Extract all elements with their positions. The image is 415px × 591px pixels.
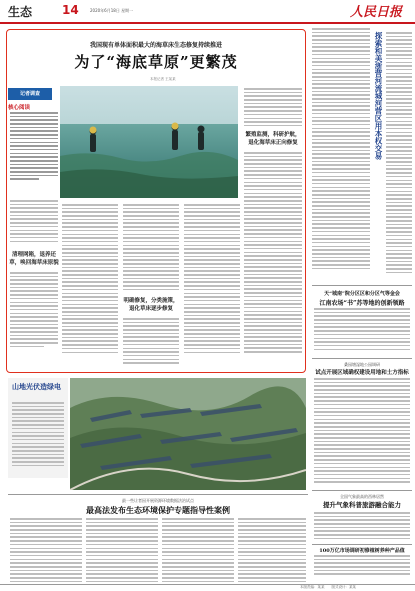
story3-kicker: 桑园塘湿地公园调研 bbox=[344, 362, 380, 367]
story4-kicker: 全国气象最高的西林居然 bbox=[340, 494, 384, 499]
solar-mountain-photo bbox=[70, 378, 306, 490]
photo-story-title: 山地光伏造绿电 bbox=[12, 382, 61, 391]
subheading-3: 繁殖监测，科研护航，退化海草床正向修复 bbox=[245, 132, 301, 146]
editor-credit: 本版责编：某某 版式设计：某某 bbox=[300, 585, 356, 589]
divider bbox=[8, 494, 308, 495]
body-col-3 bbox=[184, 204, 240, 355]
body-col-4a bbox=[244, 88, 302, 129]
legal-text-col-1 bbox=[10, 518, 82, 584]
subheading-1: 清理网箱，退养还草，唤回海草床原貌 bbox=[9, 252, 59, 266]
vertical-headline: 探索和美浙营河流城河营区用本权交易 bbox=[374, 32, 383, 160]
section-name: 生态 bbox=[8, 5, 33, 19]
core-reading-label: 核心阅读 bbox=[8, 105, 31, 111]
story4-text bbox=[314, 512, 410, 542]
story3-title: 试点开展区域确权建设用地和土方指标 bbox=[315, 370, 409, 376]
story2-title: 天“城南”院分区区和分区气等金会 bbox=[324, 291, 400, 297]
story4-title: 提升气象科普旅游融合能力 bbox=[323, 501, 401, 509]
legal-text-col-2 bbox=[86, 518, 158, 584]
lead-byline: 本报记者 王某某 bbox=[150, 77, 176, 81]
story5-title: 100万亿市场调研初修植树养种产品值 bbox=[319, 548, 405, 554]
issue-date: 2020年6月18日 星期一 bbox=[90, 8, 134, 13]
page-number: 14 bbox=[62, 3, 79, 17]
body-col-4b bbox=[244, 152, 302, 355]
photo-story-text bbox=[12, 402, 64, 468]
body-col-2c bbox=[123, 318, 179, 366]
lead-headline: 为了“海底草原”更繁茂 bbox=[74, 53, 238, 71]
legal-story-title: 最高法发布生态环境保护专题指导性案例 bbox=[86, 505, 230, 515]
legal-text-col-4 bbox=[238, 518, 306, 584]
body-col-2b bbox=[123, 204, 179, 293]
right-story-1-text bbox=[312, 28, 370, 271]
divider bbox=[312, 358, 412, 359]
story5-text bbox=[314, 555, 410, 577]
lead-kicker: 我国现有单体面积最大的海草床生态修复持续推进 bbox=[89, 42, 222, 49]
left-body-text-2 bbox=[10, 272, 58, 349]
body-col-2a bbox=[62, 204, 118, 355]
story3-text bbox=[314, 378, 410, 485]
divider bbox=[312, 544, 412, 545]
right-story-1-text-b bbox=[386, 32, 412, 275]
left-body-text-1 bbox=[10, 200, 58, 244]
subheading-2: 明确修复，分类施策，退化草床逐步修复 bbox=[123, 298, 179, 312]
lead-photo bbox=[60, 86, 238, 198]
newspaper-logo: 人民日报 bbox=[350, 5, 403, 20]
section-tag: 记者调查 bbox=[8, 88, 52, 100]
story2-text bbox=[314, 308, 410, 352]
core-reading-text bbox=[10, 112, 58, 182]
story2-subtitle: 江南农场“书”苏等地的创新领路 bbox=[319, 300, 405, 307]
legal-story-kicker: 最一些让者因开展资源环境数据法治试点 bbox=[122, 498, 194, 503]
divider bbox=[312, 490, 412, 491]
legal-text-col-3 bbox=[162, 518, 234, 584]
divider bbox=[312, 285, 412, 286]
